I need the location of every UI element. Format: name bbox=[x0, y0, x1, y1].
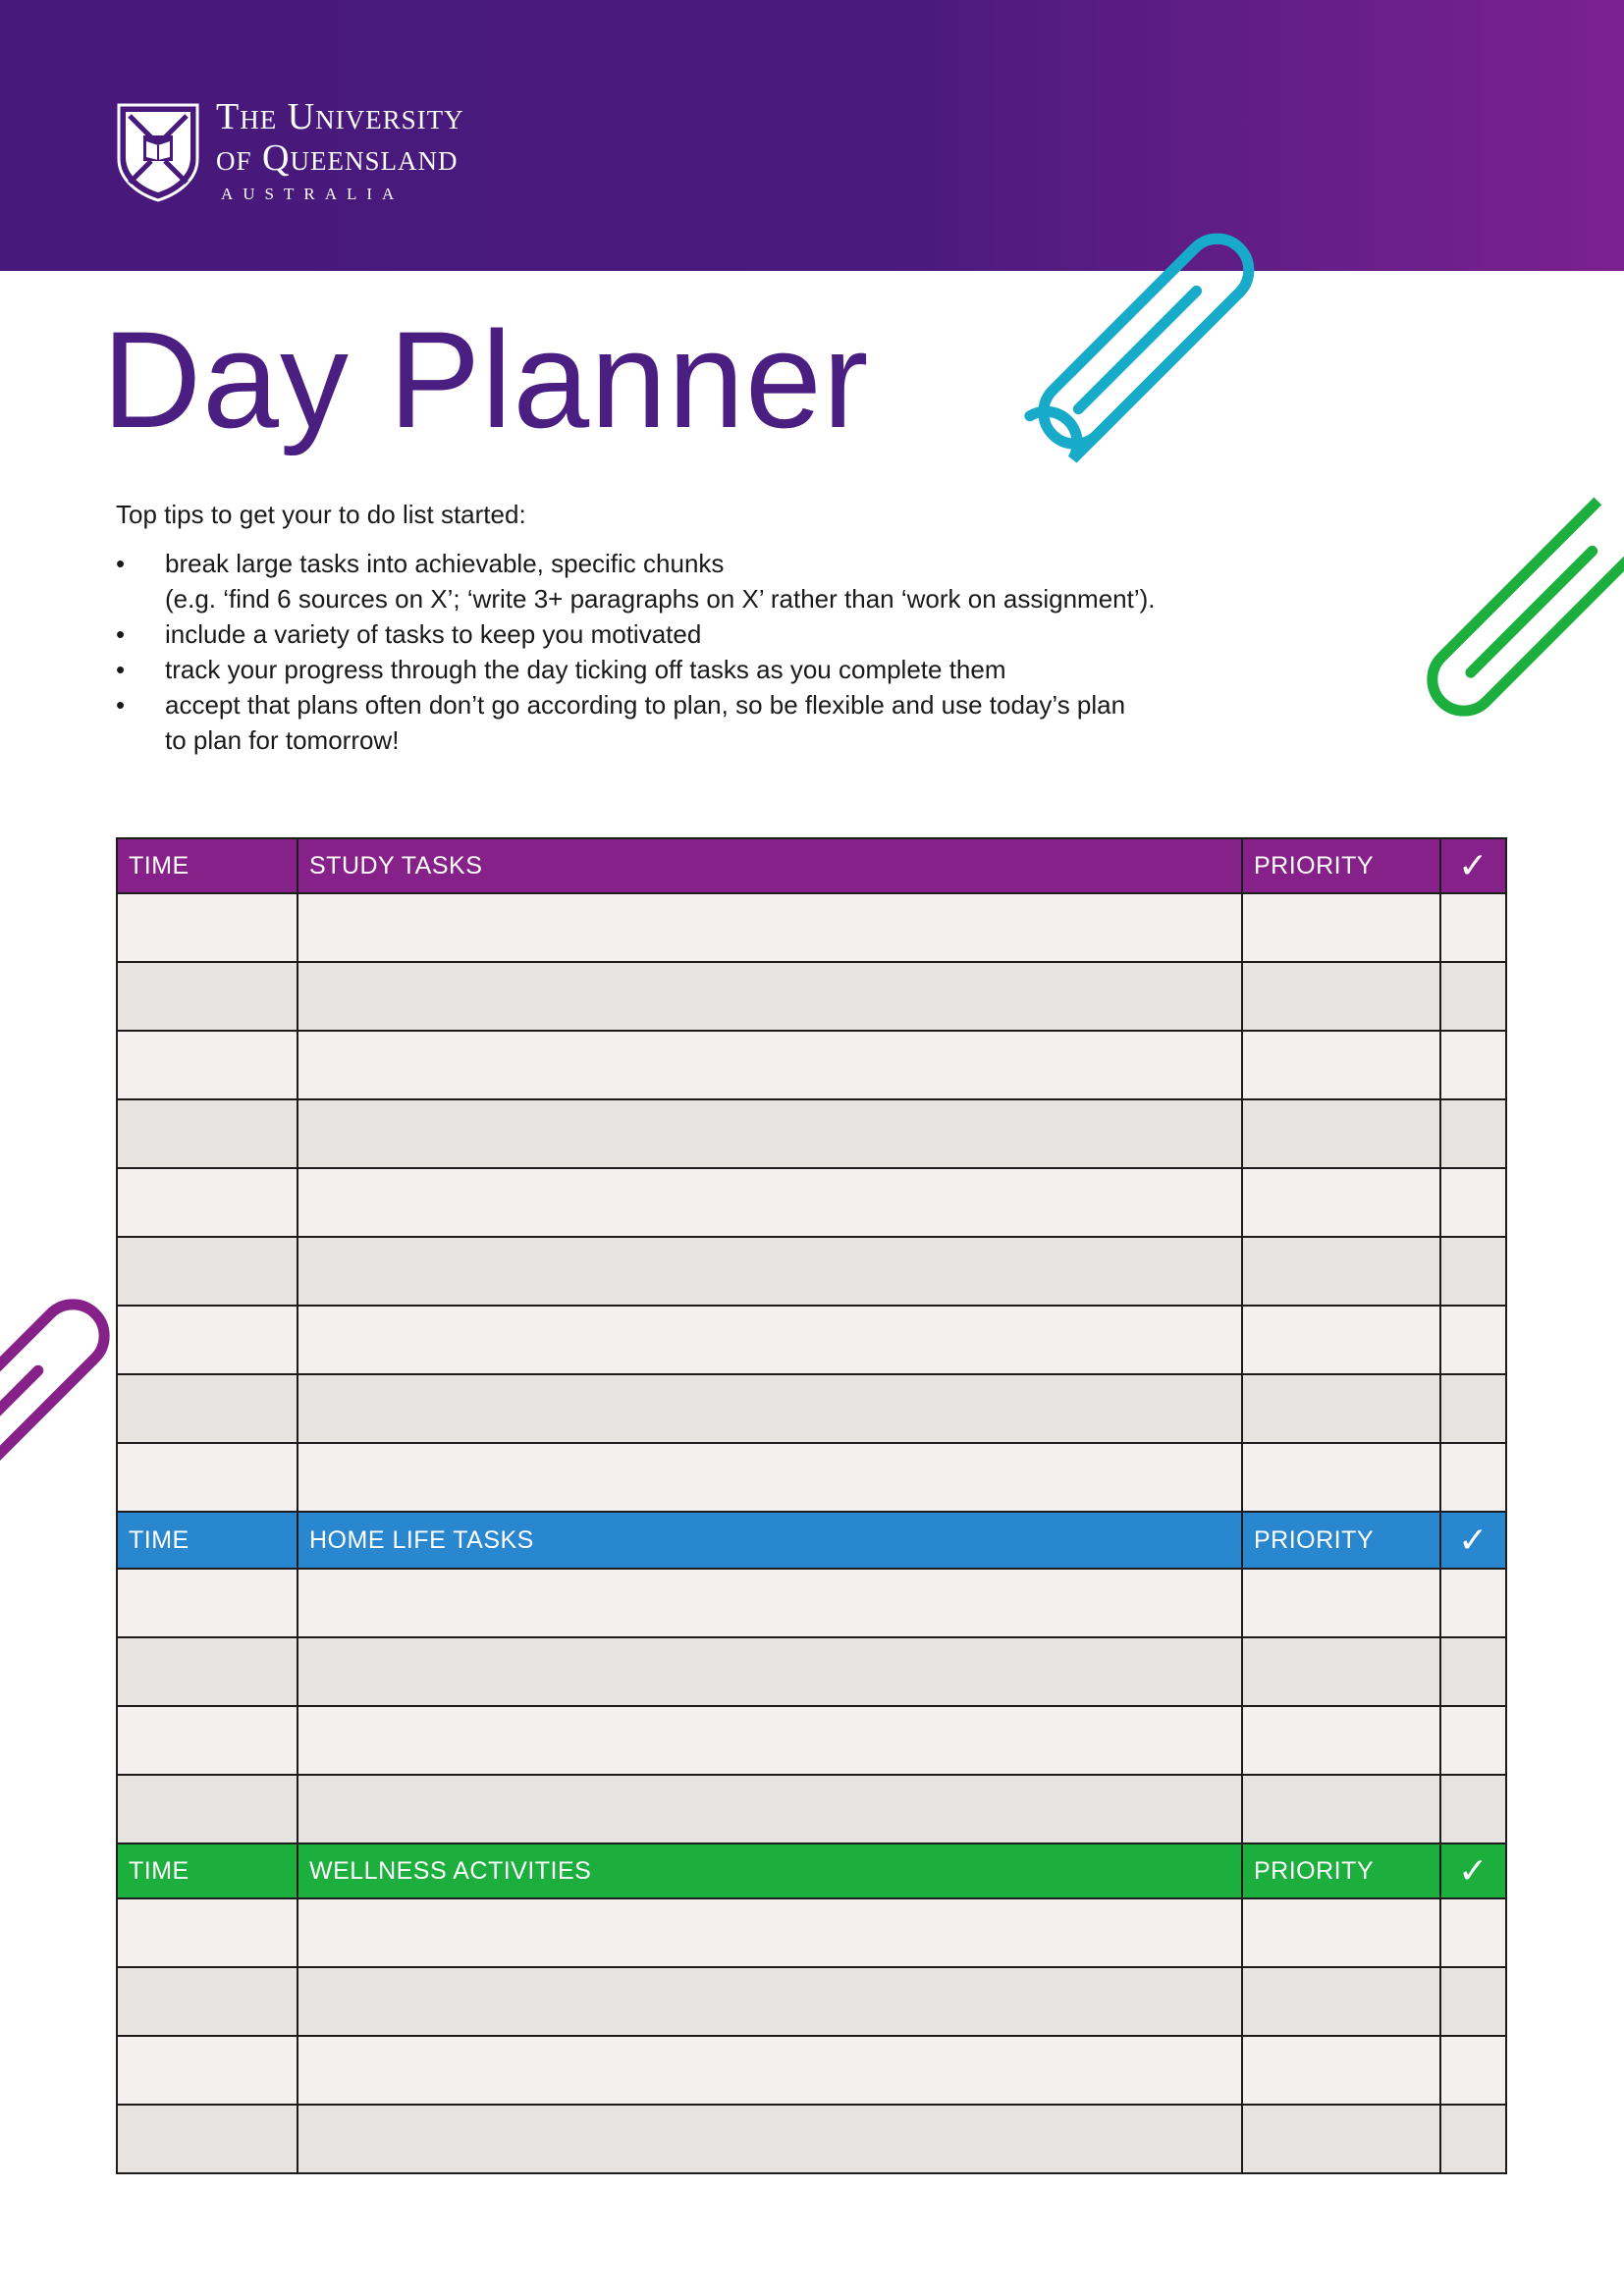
section-title: STUDY TASKS bbox=[298, 838, 1242, 893]
done-checkbox-cell[interactable] bbox=[1440, 1031, 1506, 1099]
done-checkbox-cell[interactable] bbox=[1440, 2105, 1506, 2173]
time-cell[interactable] bbox=[117, 1031, 298, 1099]
tip-item bbox=[116, 546, 1235, 616]
home-life-row bbox=[117, 1569, 1506, 1637]
task-cell[interactable] bbox=[298, 1569, 1242, 1637]
study-row bbox=[117, 1168, 1506, 1237]
university-country: AUSTRALIA bbox=[221, 185, 405, 203]
tip-text: include a variety of tasks to keep you motivated bbox=[165, 619, 702, 649]
task-cell[interactable] bbox=[298, 1706, 1242, 1775]
time-cell[interactable] bbox=[117, 1306, 298, 1374]
done-checkbox-cell[interactable] bbox=[1440, 1637, 1506, 1706]
study-row bbox=[117, 962, 1506, 1031]
time-cell[interactable] bbox=[117, 1775, 298, 1843]
priority-cell[interactable] bbox=[1242, 2036, 1440, 2105]
priority-cell[interactable] bbox=[1242, 893, 1440, 962]
study-row bbox=[117, 1099, 1506, 1168]
done-checkbox-cell[interactable] bbox=[1440, 1099, 1506, 1168]
time-cell[interactable] bbox=[117, 2105, 298, 2173]
paperclip-blue-icon bbox=[994, 214, 1288, 479]
column-header-priority: PRIORITY bbox=[1242, 1843, 1440, 1898]
priority-cell[interactable] bbox=[1242, 1898, 1440, 1967]
done-checkbox-cell[interactable] bbox=[1440, 1443, 1506, 1512]
priority-cell[interactable] bbox=[1242, 1443, 1440, 1512]
study-row bbox=[117, 1237, 1506, 1306]
time-cell[interactable] bbox=[117, 1637, 298, 1706]
task-cell[interactable] bbox=[298, 1168, 1242, 1237]
study-section-header bbox=[117, 838, 1506, 893]
planner-body bbox=[117, 838, 1506, 2173]
task-cell[interactable] bbox=[298, 1443, 1242, 1512]
priority-cell[interactable] bbox=[1242, 1775, 1440, 1843]
priority-cell[interactable] bbox=[1242, 1706, 1440, 1775]
priority-cell[interactable] bbox=[1242, 1031, 1440, 1099]
priority-cell[interactable] bbox=[1242, 1967, 1440, 2036]
task-cell[interactable] bbox=[298, 1898, 1242, 1967]
checkmark-icon: ✓ bbox=[1440, 1843, 1506, 1898]
column-header-time: TIME bbox=[117, 838, 298, 893]
time-cell[interactable] bbox=[117, 893, 298, 962]
done-checkbox-cell[interactable] bbox=[1440, 1967, 1506, 2036]
task-cell[interactable] bbox=[298, 1306, 1242, 1374]
task-cell[interactable] bbox=[298, 1099, 1242, 1168]
done-checkbox-cell[interactable] bbox=[1440, 2036, 1506, 2105]
study-row bbox=[117, 1443, 1506, 1512]
time-cell[interactable] bbox=[117, 1168, 298, 1237]
task-cell[interactable] bbox=[298, 1637, 1242, 1706]
priority-cell[interactable] bbox=[1242, 1569, 1440, 1637]
study-row bbox=[117, 1374, 1506, 1443]
home-life-section-header bbox=[117, 1512, 1506, 1569]
time-cell[interactable] bbox=[117, 1099, 298, 1168]
tip-item bbox=[116, 616, 1235, 652]
tips-intro: Top tips to get your to do list started: bbox=[116, 500, 526, 529]
checkmark-icon: ✓ bbox=[1440, 1512, 1506, 1569]
done-checkbox-cell[interactable] bbox=[1440, 1168, 1506, 1237]
done-checkbox-cell[interactable] bbox=[1440, 1706, 1506, 1775]
university-name-line2: of Queensland bbox=[216, 137, 459, 179]
planner-table bbox=[116, 837, 1507, 2174]
task-cell[interactable] bbox=[298, 1374, 1242, 1443]
time-cell[interactable] bbox=[117, 1443, 298, 1512]
university-crest-logo bbox=[116, 102, 200, 202]
done-checkbox-cell[interactable] bbox=[1440, 962, 1506, 1031]
time-cell[interactable] bbox=[117, 1898, 298, 1967]
study-row bbox=[117, 1031, 1506, 1099]
done-checkbox-cell[interactable] bbox=[1440, 1898, 1506, 1967]
header-banner bbox=[0, 0, 1624, 271]
wellness-row bbox=[117, 2036, 1506, 2105]
priority-cell[interactable] bbox=[1242, 962, 1440, 1031]
priority-cell[interactable] bbox=[1242, 2105, 1440, 2173]
study-row bbox=[117, 893, 1506, 962]
tips-list bbox=[116, 546, 1235, 758]
column-header-time: TIME bbox=[117, 1512, 298, 1569]
task-cell[interactable] bbox=[298, 1237, 1242, 1306]
university-name bbox=[216, 96, 464, 204]
priority-cell[interactable] bbox=[1242, 1374, 1440, 1443]
done-checkbox-cell[interactable] bbox=[1440, 1306, 1506, 1374]
page-title: Day Planner bbox=[102, 302, 870, 456]
wellness-section-header bbox=[117, 1843, 1506, 1898]
tip-text: accept that plans often don’t go according to plan, so be flexible and use today’s plan bbox=[165, 690, 1126, 720]
done-checkbox-cell[interactable] bbox=[1440, 1237, 1506, 1306]
column-header-time: TIME bbox=[117, 1843, 298, 1898]
section-title: WELLNESS ACTIVITIES bbox=[298, 1843, 1242, 1898]
time-cell[interactable] bbox=[117, 1374, 298, 1443]
column-header-priority: PRIORITY bbox=[1242, 1512, 1440, 1569]
task-cell[interactable] bbox=[298, 2036, 1242, 2105]
tip-text-continued: to plan for tomorrow! bbox=[165, 725, 400, 755]
home-life-row bbox=[117, 1637, 1506, 1706]
wellness-row bbox=[117, 1967, 1506, 2036]
priority-cell[interactable] bbox=[1242, 1168, 1440, 1237]
time-cell[interactable] bbox=[117, 1569, 298, 1637]
done-checkbox-cell[interactable] bbox=[1440, 1775, 1506, 1843]
paperclip-green-icon bbox=[1382, 476, 1624, 746]
priority-cell[interactable] bbox=[1242, 1237, 1440, 1306]
study-row bbox=[117, 1306, 1506, 1374]
tip-item bbox=[116, 687, 1235, 758]
section-title: HOME LIFE TASKS bbox=[298, 1512, 1242, 1569]
home-life-row bbox=[117, 1706, 1506, 1775]
done-checkbox-cell[interactable] bbox=[1440, 1374, 1506, 1443]
task-cell[interactable] bbox=[298, 2105, 1242, 2173]
done-checkbox-cell[interactable] bbox=[1440, 1569, 1506, 1637]
tip-item bbox=[116, 652, 1235, 687]
time-cell[interactable] bbox=[117, 1706, 298, 1775]
time-cell[interactable] bbox=[117, 2036, 298, 2105]
column-header-priority: PRIORITY bbox=[1242, 838, 1440, 893]
priority-cell[interactable] bbox=[1242, 1306, 1440, 1374]
tip-text: track your progress through the day ticking off tasks as you complete them bbox=[165, 655, 1006, 684]
priority-cell[interactable] bbox=[1242, 1099, 1440, 1168]
task-cell[interactable] bbox=[298, 893, 1242, 962]
done-checkbox-cell[interactable] bbox=[1440, 893, 1506, 962]
checkmark-icon: ✓ bbox=[1440, 838, 1506, 893]
university-name-line1: The University bbox=[216, 96, 464, 137]
task-cell[interactable] bbox=[298, 1031, 1242, 1099]
task-cell[interactable] bbox=[298, 1967, 1242, 2036]
task-cell[interactable] bbox=[298, 962, 1242, 1031]
time-cell[interactable] bbox=[117, 962, 298, 1031]
time-cell[interactable] bbox=[117, 1967, 298, 2036]
wellness-row bbox=[117, 2105, 1506, 2173]
task-cell[interactable] bbox=[298, 1775, 1242, 1843]
tip-text-example: (e.g. ‘find 6 sources on X’; ‘write 3+ paragraphs on X’ rather than ‘work on assignment’). bbox=[165, 584, 1156, 614]
time-cell[interactable] bbox=[117, 1237, 298, 1306]
priority-cell[interactable] bbox=[1242, 1637, 1440, 1706]
wellness-row bbox=[117, 1898, 1506, 1967]
tip-text: break large tasks into achievable, specific chunks bbox=[165, 549, 725, 578]
home-life-row bbox=[117, 1775, 1506, 1843]
